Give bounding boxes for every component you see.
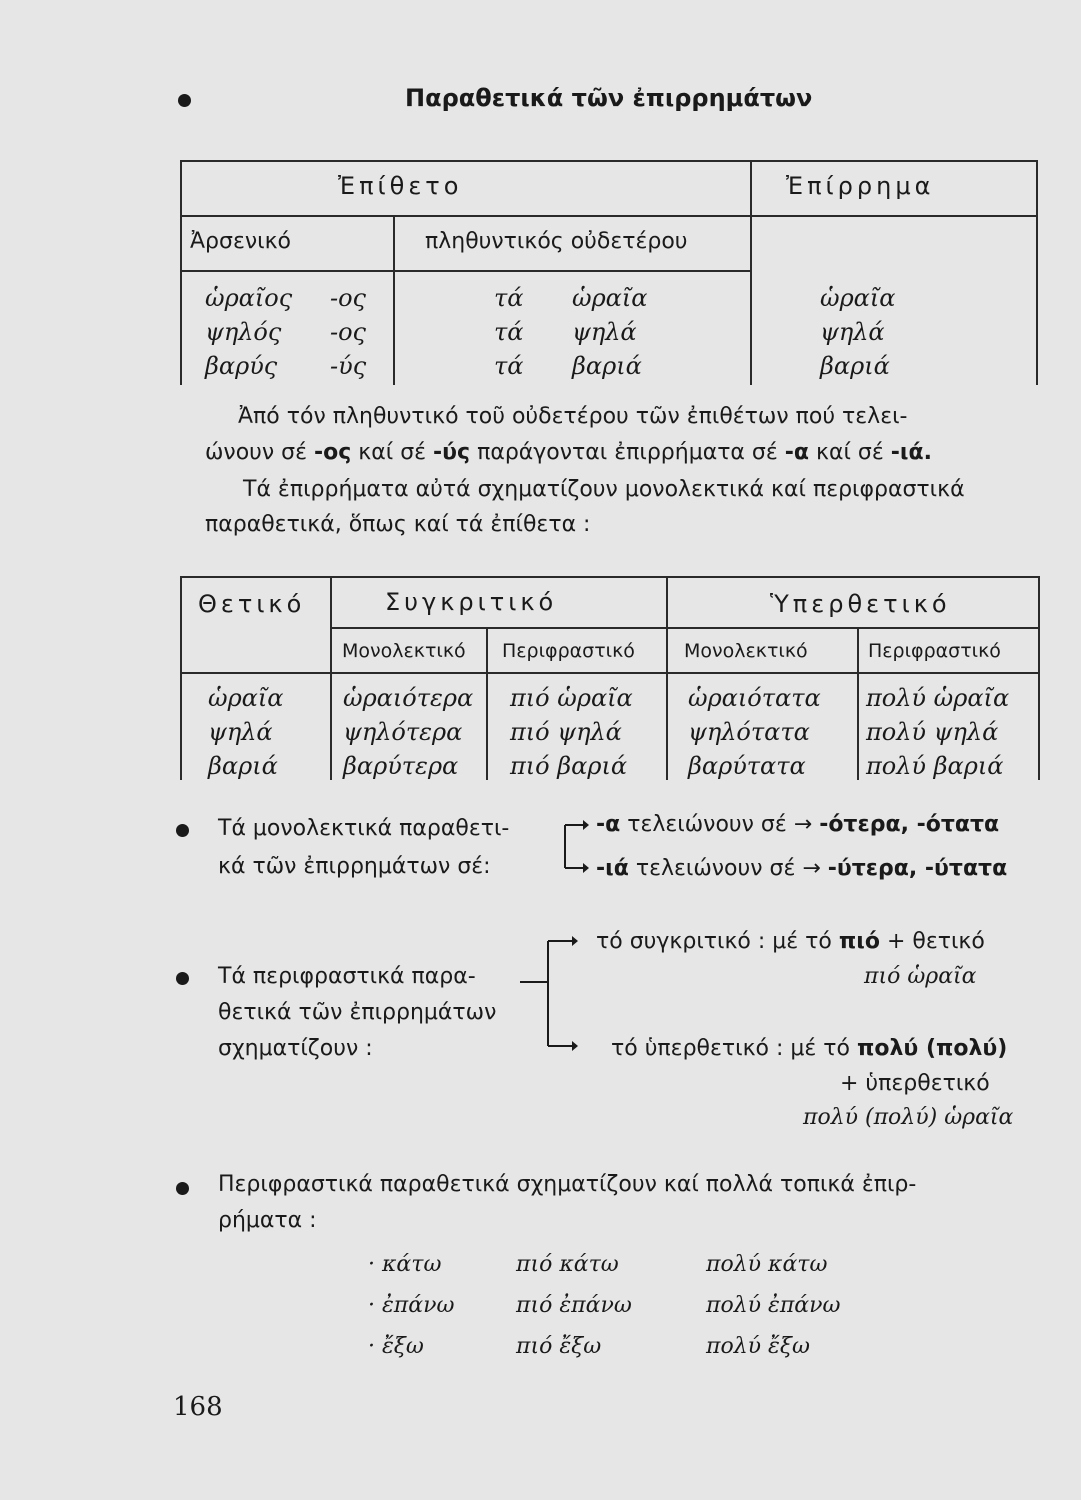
rule-text: σχηματίζουν : [218,1036,373,1061]
thetiko: ὡραῖα [208,684,284,712]
paragraph-line: Ἀπό τόν πληθυντικό τοῦ οὐδετέρου τῶν ἐπιθέτων πού τελει- [238,404,908,429]
suffix: -ος [330,284,366,312]
rule-bullet [176,824,189,837]
subheader-monolektiko: Μονολεκτικό [684,640,808,662]
rule-text: Τά μονολεκτικά παραθετι- [218,816,510,841]
yperthetiko-mono: ψηλότατα [688,718,810,746]
article: τά [494,318,524,346]
rule-text: Περιφραστικά παραθετικά σχηματίζουν καί πολλά τοπικά ἐπιρ- [218,1172,917,1197]
yperthetiko-peri: πολύ ψηλά [866,718,999,746]
adverb-pio: πιό ἐπάνω [516,1293,632,1318]
subheader-perifrastiko: Περιφραστικό [868,640,1001,662]
neuter-plural: βαριά [572,352,642,380]
article: τά [494,284,524,312]
adverb-poly: πολύ ἐπάνω [706,1293,841,1318]
header-epirrima: Ἐπίρρημα [786,172,935,200]
sygkritiko-peri: πιό ὡραῖα [510,684,633,712]
subheader-perifrastiko: Περιφραστικό [502,640,635,662]
adverb: ὡραῖα [820,284,896,312]
rule-case: + ὑπερθετικό [840,1071,990,1096]
paragraph-line: ώνουν σέ -ος καί σέ -ύς παράγονται ἐπιρρήματα σέ -α καί σέ -ιά. [205,440,932,465]
rule-text: κά τῶν ἐπιρρημάτων σέ: [218,854,491,879]
subheader-monolektiko: Μονολεκτικό [342,640,466,662]
rule-case: τό ὑπερθετικό : μέ τό πολύ (πολύ) [611,1036,1008,1061]
adverb-poly: πολύ κάτω [706,1252,828,1277]
rule-text: ρήματα : [218,1208,317,1233]
article: τά [494,352,524,380]
bracket-arrow-icon [555,812,595,878]
sygkritiko-peri: πιό βαριά [510,752,628,780]
adverb: βαριά [820,352,890,380]
adjective: ψηλός [205,318,282,346]
header-yperthetiko: Ὑπερθετικό [770,590,951,618]
sygkritiko-mono: ὡραιότερα [343,684,474,712]
rule-result: -ιά τελειώνουν σέ → -ύτερα, -ύτατα [596,856,1008,881]
rule-bullet [176,1182,189,1195]
neuter-plural: ὡραῖα [572,284,648,312]
thetiko: ψηλά [208,718,273,746]
suffix: -ος [330,318,366,346]
rule-case: τό συγκριτικό : μέ τό πιό + θετικό [596,929,985,954]
adjective: βαρύς [205,352,278,380]
page-title: Παραθετικά τῶν ἐπιρρημάτων [405,84,813,112]
sygkritiko-peri: πιό ψηλά [510,718,622,746]
suffix: -ύς [330,352,367,380]
subheader-arseniko: Ἀρσενικό [190,229,292,254]
adjective: ὡραῖος [205,284,293,312]
adverb-poly: πολύ ἔξω [706,1334,810,1359]
rule-text: Τά περιφραστικά παρα- [218,964,476,989]
paragraph-line: Τά ἐπιρρήματα αὐτά σχηματίζουν μονολεκτικά καί περιφραστικά [243,477,965,502]
arrow-icon: → [802,856,821,881]
thetiko: βαριά [208,752,278,780]
yperthetiko-mono: ὡραιότατα [688,684,821,712]
subheader-plithyntikos: πληθυντικός οὐδετέρου [425,229,688,254]
yperthetiko-mono: βαρύτατα [688,752,806,780]
rule-result: -α τελειώνουν σέ → -ότερα, -ότατα [596,812,1000,837]
rule-example: πιό ὡραῖα [864,964,977,989]
paragraph-line: παραθετικά, ὅπως καί τά ἐπίθετα : [205,512,591,537]
header-epitheto: Ἐπίθετο [338,172,463,200]
arrow-icon: → [793,812,813,837]
header-sygkritiko: Συγκριτικό [385,588,558,616]
yperthetiko-peri: πολύ ὡραῖα [866,684,1010,712]
sygkritiko-mono: ψηλότερα [343,718,463,746]
adverb-pio: πιό κάτω [516,1252,619,1277]
title-bullet [178,94,191,107]
adverb-base: · ἐπάνω [368,1293,455,1318]
page-number: 168 [173,1392,223,1422]
adverb: ψηλά [820,318,885,346]
adverb-base: · κάτω [368,1252,442,1277]
rule-text: θετικά τῶν ἐπιρρημάτων [218,1000,497,1025]
bracket-arrow-icon [520,926,586,1056]
sygkritiko-mono: βαρύτερα [343,752,459,780]
rule-bullet [176,972,189,985]
adverb-base: · ἔξω [368,1334,424,1359]
header-thetiko: Θετικό [198,590,306,618]
adverb-pio: πιό ἔξω [516,1334,602,1359]
neuter-plural: ψηλά [572,318,637,346]
yperthetiko-peri: πολύ βαριά [866,752,1004,780]
rule-example: πολύ (πολύ) ὡραῖα [803,1105,1014,1130]
